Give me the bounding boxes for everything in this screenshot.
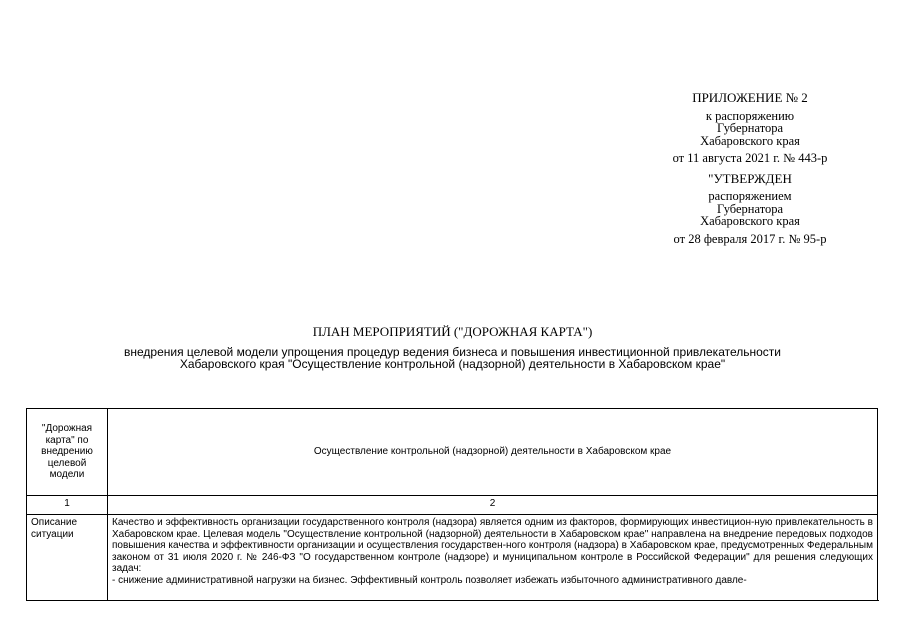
table-bottom-rule	[26, 600, 879, 601]
table-header-row	[27, 409, 878, 496]
appendix-governor: Губернатора	[716, 121, 784, 135]
appendix-to: к распоряжению	[705, 108, 795, 123]
row-description	[108, 515, 878, 604]
row-label: Описание ситуации	[27, 515, 108, 604]
appendix-number: ПРИЛОЖЕНИЕ № 2	[692, 90, 808, 105]
header-right-cell: Осуществление контрольной (надзорной) деятельности в Хабаровском крае	[108, 409, 878, 496]
approved-region: Хабаровского края	[700, 214, 800, 228]
row-description-text: Качество и эффективность организации государственного контроля (надзора) является одним из факторов, формирующих инвестицион-ную привлекательность в Хабаровском крае. Целевая модель "Осуществление контрольной (надзорной) деятельности в Хабаровском крае" направлена на внедрение передовых подходов повышения качества и эффективности организации и осуществления государствен-ного контроля (надзора) в Хабаровском крае, предусмотренных Федеральным законом от 31 июля 2020 г. № 246-ФЗ "О государственном контроле (надзоре) и муниципальном контроле в Российской Федерации" для решения следующих задач:	[112, 517, 873, 574]
plan-title: ПЛАН МЕРОПРИЯТИЙ ("ДОРОЖНАЯ КАРТА")	[312, 324, 593, 339]
approved-title: "УТВЕРЖДЕН	[708, 170, 792, 186]
appendix-date: от 11 августа 2021 г. № 443-р	[672, 151, 828, 165]
approved-date: от 28 февраля 2017 г. № 95-р	[673, 231, 827, 246]
roadmap-table	[26, 408, 878, 604]
header-left-cell: "Дорожная карта" по внедрению целевой модели	[27, 409, 108, 496]
column-number-2: 2	[108, 496, 878, 515]
column-number-1: 1	[27, 496, 108, 515]
appendix-region: Хабаровского края	[700, 133, 800, 148]
table-number-row	[27, 496, 878, 515]
row-description-bullet: - снижение административной нагрузки на бизнес. Эффективный контроль позволяет избежать избыточного административного давле-	[112, 574, 747, 586]
plan-subtitle-line-2: Хабаровского края "Осуществление контрольной (надзорной) деятельности в Хабаровском крае"	[179, 357, 726, 371]
table-row	[27, 515, 878, 604]
approved-by: распоряжением	[708, 189, 792, 203]
appendix-block	[640, 92, 860, 245]
page-cut	[0, 600, 905, 640]
plan-subtitle-line-1: внедрения целевой модели упрощения процедур ведения бизнеса и повышения инвестиционной привлекательности	[124, 345, 781, 359]
plan-subtitle	[40, 346, 865, 370]
approved-governor: Губернатора	[716, 201, 784, 216]
